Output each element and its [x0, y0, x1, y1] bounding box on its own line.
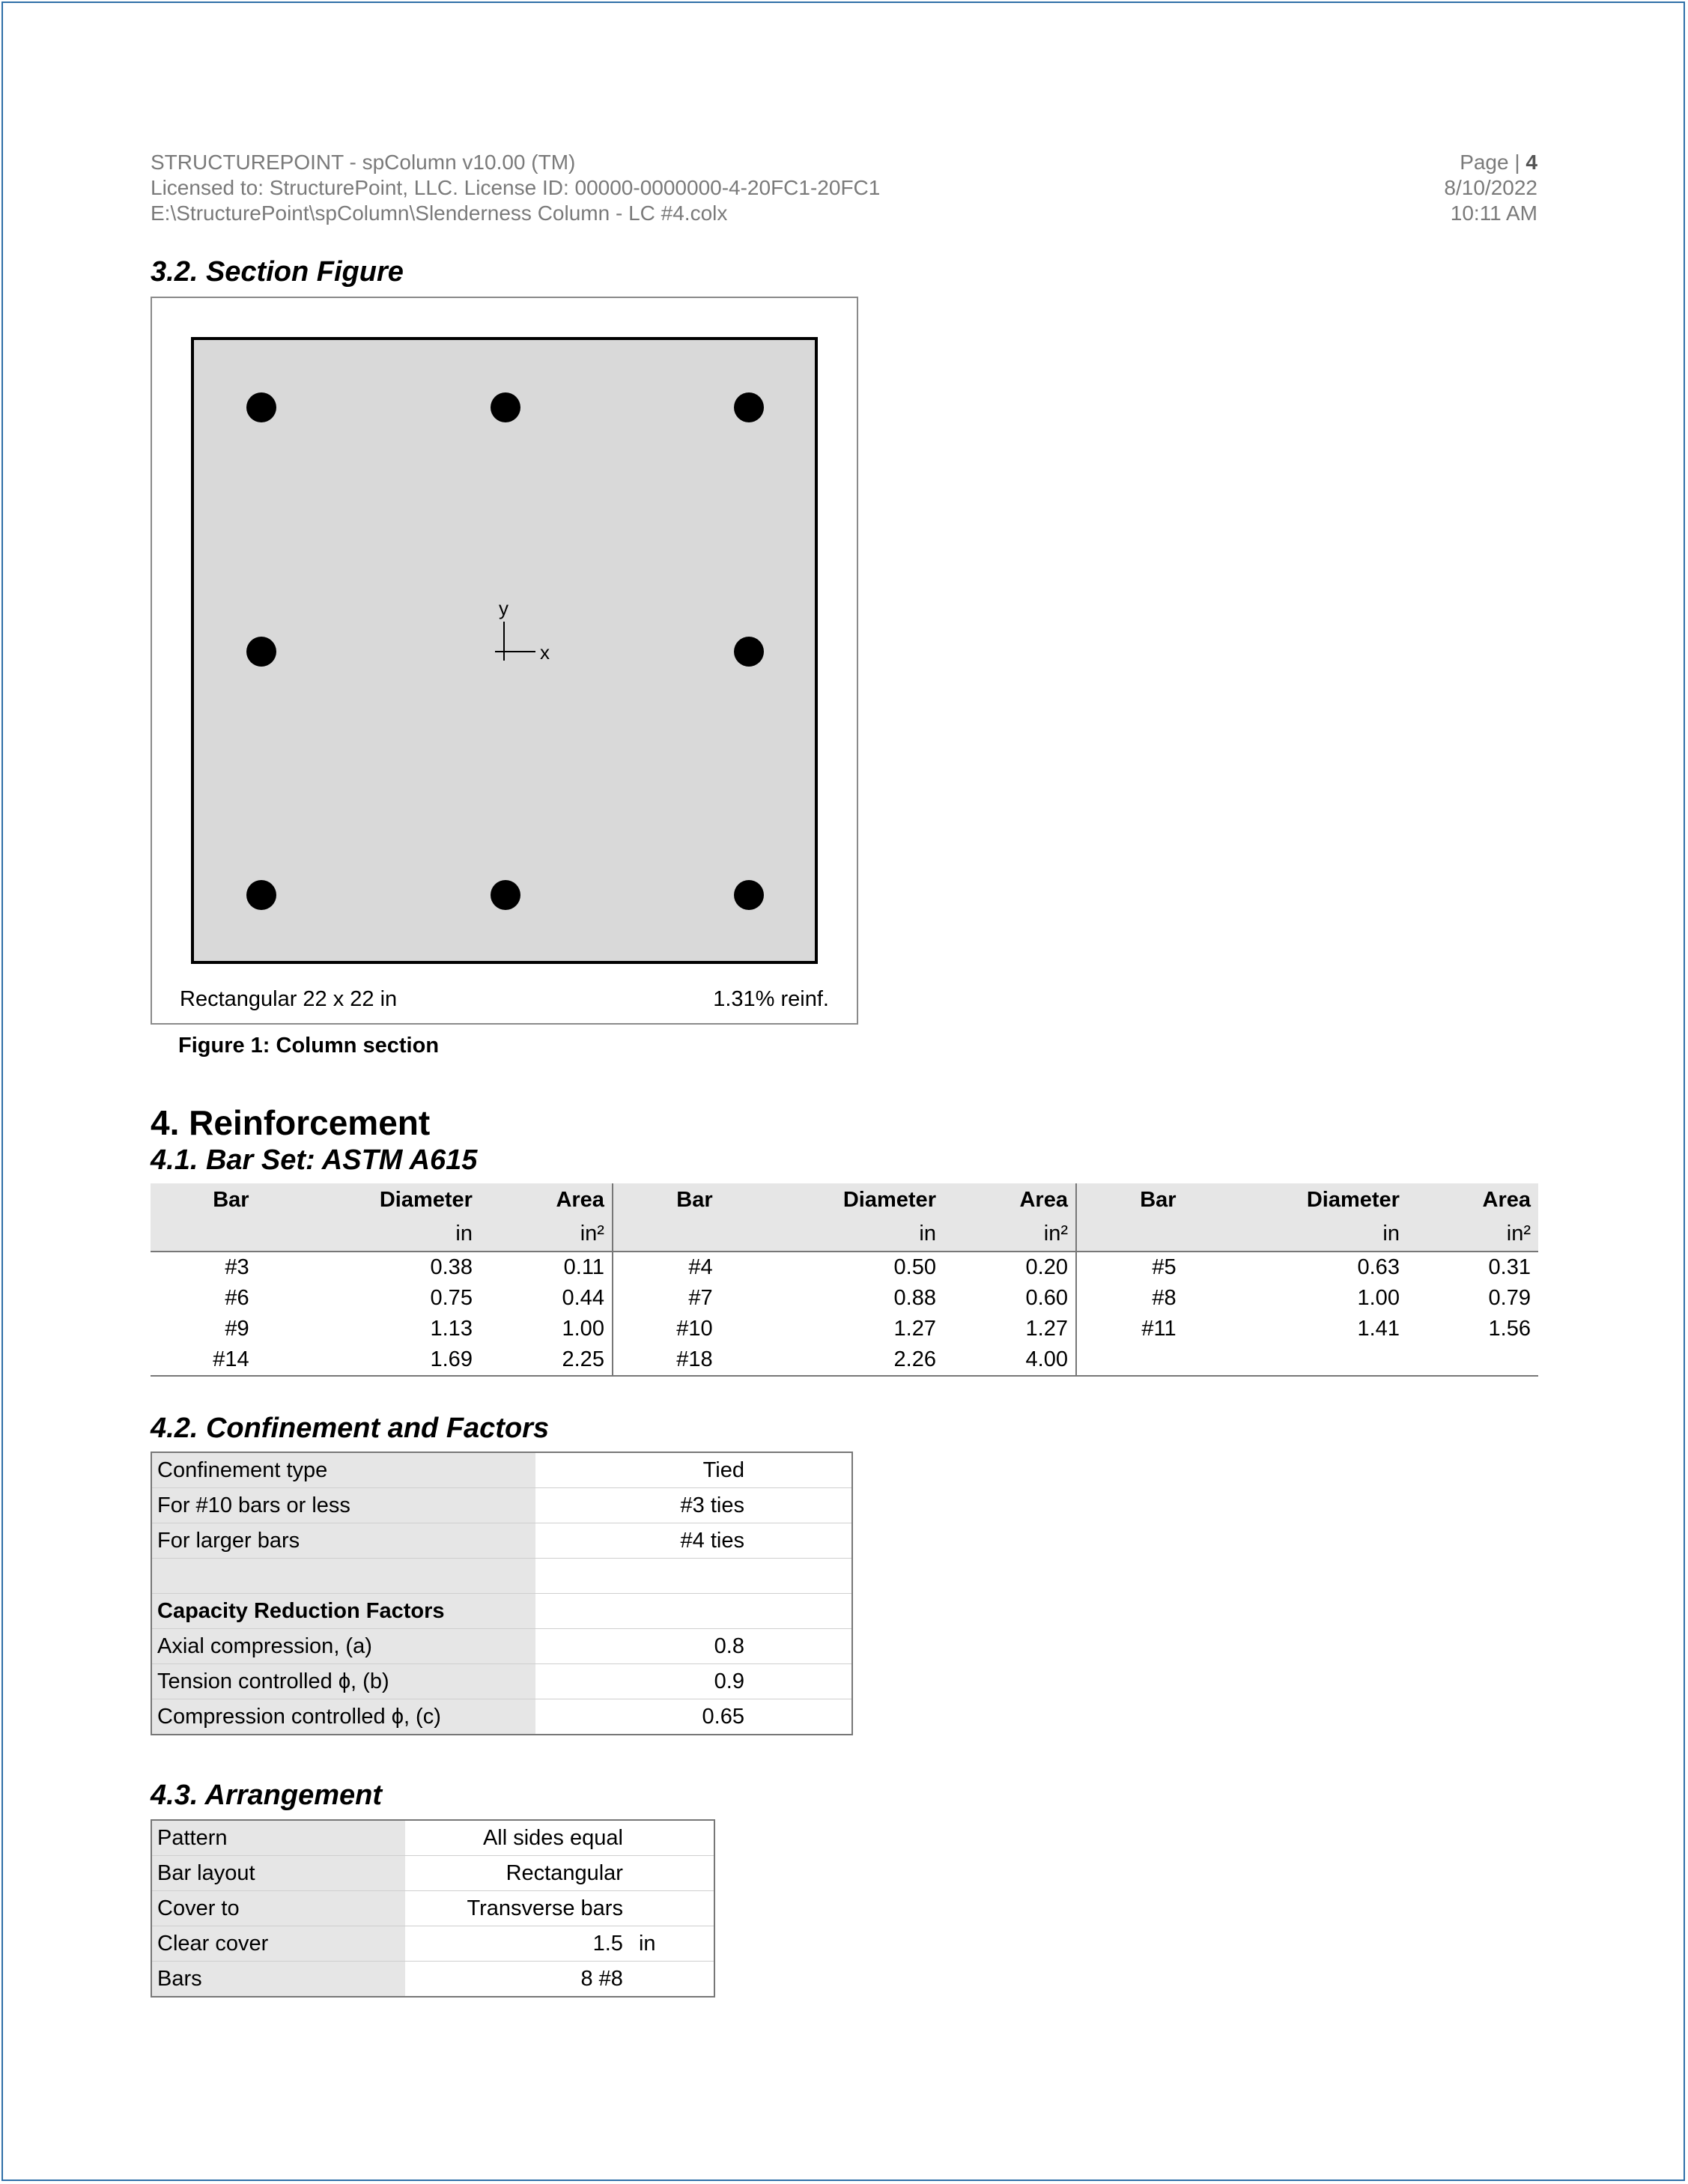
- section-figure: [151, 297, 858, 1025]
- cell-area: 0.79: [1488, 1286, 1531, 1310]
- row-label: [151, 1559, 535, 1594]
- table-row: [151, 1344, 1538, 1376]
- report-time: 10:11 AM: [1450, 201, 1537, 225]
- cell-diameter: 0.50: [893, 1255, 936, 1279]
- cell-diameter: 1.13: [430, 1317, 473, 1341]
- col-diameter: Diameter: [1184, 1183, 1407, 1216]
- row-label: Clear cover: [151, 1926, 405, 1962]
- table-row: [151, 1664, 852, 1699]
- rebar: [734, 637, 764, 667]
- y-axis-label: y: [499, 597, 508, 619]
- row-unit: [628, 1820, 714, 1856]
- cell-area: 1.56: [1488, 1317, 1531, 1341]
- row-value: 1.5: [405, 1926, 628, 1962]
- cell-diameter: 1.41: [1357, 1317, 1400, 1341]
- table-row: [151, 1962, 714, 1998]
- cell-area: 0.20: [944, 1252, 1076, 1283]
- cell-diameter: 0.88: [893, 1286, 936, 1310]
- header-license: Licensed to: StructurePoint, LLC. License ID: 00000-0000000-4-20FC1-20FC1: [151, 176, 881, 199]
- row-label: Tension controlled ϕ, (b): [151, 1664, 535, 1699]
- table-row: [151, 1523, 852, 1559]
- page-prefix: Page |: [1460, 151, 1526, 174]
- row-spacer: [750, 1559, 852, 1594]
- row-value: #4 ties: [535, 1523, 750, 1559]
- col-bar: Bar: [613, 1183, 720, 1216]
- table-row: [151, 1488, 852, 1523]
- confinement-heading: 4.2. Confinement and Factors: [151, 1413, 550, 1444]
- figure-caption: Figure 1: Column section: [178, 1034, 440, 1058]
- row-spacer: [750, 1523, 852, 1559]
- cell-diameter: 0.38: [430, 1255, 473, 1279]
- table-header-row: [151, 1183, 1538, 1216]
- report-date: 8/10/2022: [1444, 176, 1537, 199]
- row-value: Rectangular: [405, 1856, 628, 1891]
- cell-area: 2.25: [480, 1344, 613, 1376]
- row-label: For larger bars: [151, 1523, 535, 1559]
- report-header: [151, 150, 880, 226]
- row-spacer: [750, 1629, 852, 1664]
- unit-diameter: in: [257, 1216, 480, 1252]
- column-section-drawing: [152, 298, 857, 1023]
- cell-diameter: 1.00: [1357, 1286, 1400, 1310]
- table-row: [151, 1856, 714, 1891]
- cell-bar: #7: [688, 1286, 713, 1310]
- section-figure-heading: 3.2. Section Figure: [151, 256, 404, 288]
- table-row: [151, 1594, 852, 1629]
- page-indicator: [1444, 150, 1537, 175]
- cell-diameter: 1.27: [893, 1317, 936, 1341]
- rebar: [246, 637, 276, 667]
- arrangement-table: [151, 1819, 715, 1998]
- row-value: Tied: [535, 1452, 750, 1488]
- rebar: [246, 392, 276, 422]
- row-value: 0.9: [535, 1664, 750, 1699]
- row-unit: [628, 1891, 714, 1926]
- row-label: For #10 bars or less: [151, 1488, 535, 1523]
- confinement-table: [151, 1452, 853, 1735]
- col-diameter: Diameter: [720, 1183, 944, 1216]
- cell-area: 0.31: [1488, 1255, 1531, 1279]
- report-header-meta: [1444, 150, 1537, 226]
- rebar: [491, 392, 520, 422]
- cell-area: 0.11: [480, 1252, 613, 1283]
- row-value: #3 ties: [535, 1488, 750, 1523]
- cell-bar: #18: [613, 1344, 720, 1376]
- row-spacer: [750, 1488, 852, 1523]
- col-area: Area: [944, 1183, 1076, 1216]
- row-label: Cover to: [151, 1891, 405, 1926]
- row-label: Capacity Reduction Factors: [151, 1594, 535, 1629]
- col-bar: Bar: [151, 1183, 257, 1216]
- row-unit: in: [628, 1926, 714, 1962]
- row-unit: [628, 1962, 714, 1998]
- cell-area: [1407, 1344, 1538, 1376]
- unit-bar: [151, 1216, 257, 1252]
- cell-diameter: 0.75: [430, 1286, 473, 1310]
- cell-diameter: 2.26: [720, 1344, 944, 1376]
- bar-set-table: [151, 1183, 1538, 1377]
- reinforcement-ratio-label: 1.31% reinf.: [713, 987, 829, 1011]
- unit-diameter: in: [1184, 1216, 1407, 1252]
- unit-bar: [1076, 1216, 1184, 1252]
- row-label: Axial compression, (a): [151, 1629, 535, 1664]
- header-file-path: E:\StructurePoint\spColumn\Slenderness Column - LC #4.colx: [151, 201, 728, 225]
- col-area: Area: [480, 1183, 613, 1216]
- cell-area: 1.27: [944, 1314, 1076, 1344]
- row-label: Confinement type: [151, 1452, 535, 1488]
- row-label: Pattern: [151, 1820, 405, 1856]
- cell-bar: #9: [225, 1317, 249, 1341]
- cell-bar: [1076, 1344, 1184, 1376]
- row-label: Bars: [151, 1962, 405, 1998]
- bar-set-heading: 4.1. Bar Set: ASTM A615: [151, 1144, 478, 1176]
- cell-bar: #10: [676, 1317, 713, 1341]
- cell-bar: #6: [225, 1286, 249, 1310]
- table-row: [151, 1926, 714, 1962]
- row-spacer: [750, 1594, 852, 1629]
- cell-bar: #8: [1152, 1286, 1177, 1310]
- row-value: 0.8: [535, 1629, 750, 1664]
- row-value: [535, 1594, 750, 1629]
- row-spacer: [750, 1664, 852, 1699]
- table-row: [151, 1314, 1538, 1344]
- unit-area: in²: [1407, 1216, 1538, 1252]
- x-axis-label: x: [540, 641, 550, 664]
- col-bar: Bar: [1076, 1183, 1184, 1216]
- page-number: 4: [1525, 151, 1537, 174]
- cell-area: 0.60: [944, 1283, 1076, 1314]
- table-row: [151, 1820, 714, 1856]
- row-value: 0.65: [535, 1699, 750, 1735]
- rebar: [734, 392, 764, 422]
- unit-area: in²: [944, 1216, 1076, 1252]
- cell-diameter: 1.69: [257, 1344, 480, 1376]
- row-label: Bar layout: [151, 1856, 405, 1891]
- cell-bar: #14: [151, 1344, 257, 1376]
- table-row: [151, 1559, 852, 1594]
- cell-area: 4.00: [944, 1344, 1076, 1376]
- row-label: Compression controlled ϕ, (c): [151, 1699, 535, 1735]
- row-unit: [628, 1856, 714, 1891]
- cell-area: 1.00: [480, 1314, 613, 1344]
- section-shape-label: Rectangular 22 x 22 in: [180, 987, 398, 1011]
- reinforcement-heading: 4. Reinforcement: [151, 1103, 431, 1142]
- row-spacer: [750, 1699, 852, 1735]
- row-value: All sides equal: [405, 1820, 628, 1856]
- cell-bar: #4: [688, 1255, 713, 1279]
- row-spacer: [750, 1452, 852, 1488]
- rebar: [246, 880, 276, 910]
- rebar: [491, 880, 520, 910]
- table-row: [151, 1252, 1538, 1283]
- header-program: STRUCTUREPOINT - spColumn v10.00 (TM): [151, 151, 576, 174]
- cell-bar: #11: [1141, 1317, 1177, 1341]
- unit-diameter: in: [720, 1216, 944, 1252]
- unit-bar: [613, 1216, 720, 1252]
- cell-area: 0.44: [480, 1283, 613, 1314]
- table-row: [151, 1283, 1538, 1314]
- cell-diameter: 0.63: [1357, 1255, 1400, 1279]
- row-value: 8 #8: [405, 1962, 628, 1998]
- col-area: Area: [1407, 1183, 1538, 1216]
- table-row: [151, 1891, 714, 1926]
- table-units-row: [151, 1216, 1538, 1252]
- row-value: Transverse bars: [405, 1891, 628, 1926]
- col-diameter: Diameter: [257, 1183, 480, 1216]
- cell-bar: #3: [225, 1255, 249, 1279]
- cell-diameter: [1184, 1344, 1407, 1376]
- rebar: [734, 880, 764, 910]
- table-row: [151, 1452, 852, 1488]
- table-row: [151, 1699, 852, 1735]
- arrangement-heading: 4.3. Arrangement: [151, 1780, 383, 1811]
- cell-bar: #5: [1152, 1255, 1177, 1279]
- unit-area: in²: [480, 1216, 613, 1252]
- table-row: [151, 1629, 852, 1664]
- row-value: [535, 1559, 750, 1594]
